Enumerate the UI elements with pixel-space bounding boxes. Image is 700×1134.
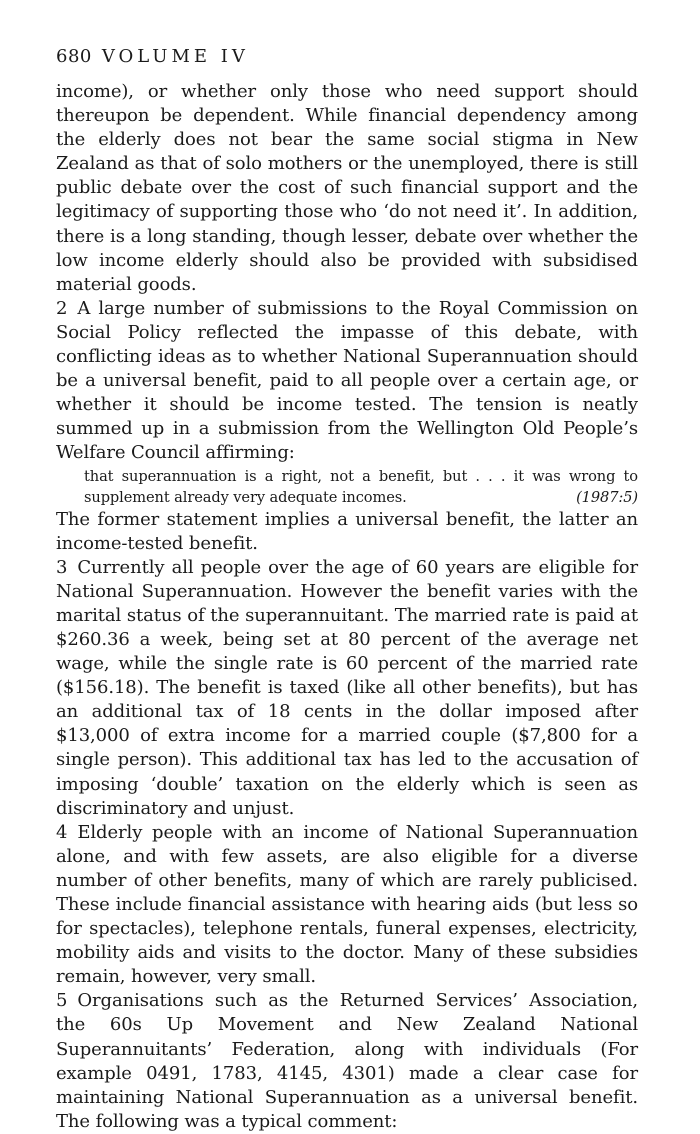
paragraph-number: 4 (56, 821, 68, 843)
paragraph-after-quote (56, 508, 638, 556)
running-head (56, 46, 638, 68)
paragraph-3 (56, 556, 638, 821)
quote-text: that superannuation is a right, not a benefit, but . . . it was wrong to supplement already very adequate incomes. (84, 467, 638, 506)
paragraph-text: A large number of submissions to the Royal Commission on Social Policy reflected the impasse of this debate, with conflicting ideas as to whether National Superannuation should be a universal benefit, paid to all people over a certain age, or whether it should be income tested. The tension is neatly summed up in a submission from the Wellington Old People’s Welfare Council affirming: (56, 297, 638, 464)
paragraph-4 (56, 821, 638, 990)
book-page (56, 46, 638, 1134)
paragraph-continued (56, 80, 638, 297)
paragraph-text: Currently all people over the age of 60 years are eligible for National Superannuation. However the benefit varies with the marital status of the superannuitant. The married rate is paid at $260.36 a week, being set at 80 percent of the average net wage, while the single rate is 60 percent of the married rate ($156.18). The benefit is taxed (like all other benefits), but has an additional tax of 18 cents in the dollar imposed after $13,000 of extra income for a married couple ($7,800 for a single person). This additional tax has led to the accusation of imposing ‘double’ taxation on the elderly which is seen as discriminatory and unjust. (56, 556, 638, 819)
paragraph-number: 5 (56, 990, 68, 1012)
paragraph-2 (56, 297, 638, 466)
volume-label: VOLUME IV (101, 46, 249, 67)
quote-citation: (1987:5) (576, 488, 638, 506)
paragraph-text: The former statement implies a universal benefit, the latter an income-tested benefit. (56, 508, 638, 554)
paragraph-5 (56, 989, 638, 1134)
block-quote (84, 466, 638, 508)
paragraph-text: Organisations such as the Returned Services’ Association, the 60s Up Movement and New Zealand National Superannuitants’ Federation, along with individuals (For example 0491, 1783, 4145, 4301) made a clear case for maintaining National Superannuation as a universal benefit. The following was a typical comment: (56, 990, 638, 1132)
paragraph-number: 2 (56, 297, 68, 319)
paragraph-text: Elderly people with an income of National Superannuation alone, and with few assets, are also eligible for a diverse number of other benefits, many of which are rarely publicised. These include financial assistance with hearing aids (but less so for spectacles), telephone rentals, funeral expenses, electricity, mobility aids and visits to the doctor. Many of these subsidies remain, however, very small. (56, 821, 638, 988)
page-number: 680 (56, 46, 92, 67)
paragraph-number: 3 (56, 556, 68, 578)
paragraph-text: income), or whether only those who need support should thereupon be dependent. While financial dependency among the elderly does not bear the same social stigma in New Zealand as that of solo mothers or the unemployed, there is still public debate over the cost of such financial support and the legitimacy of supporting those who ‘do not need it’. In addition, there is a long standing, though lesser, debate over whether the low income elderly should also be provided with subsidised material goods. (56, 81, 638, 295)
